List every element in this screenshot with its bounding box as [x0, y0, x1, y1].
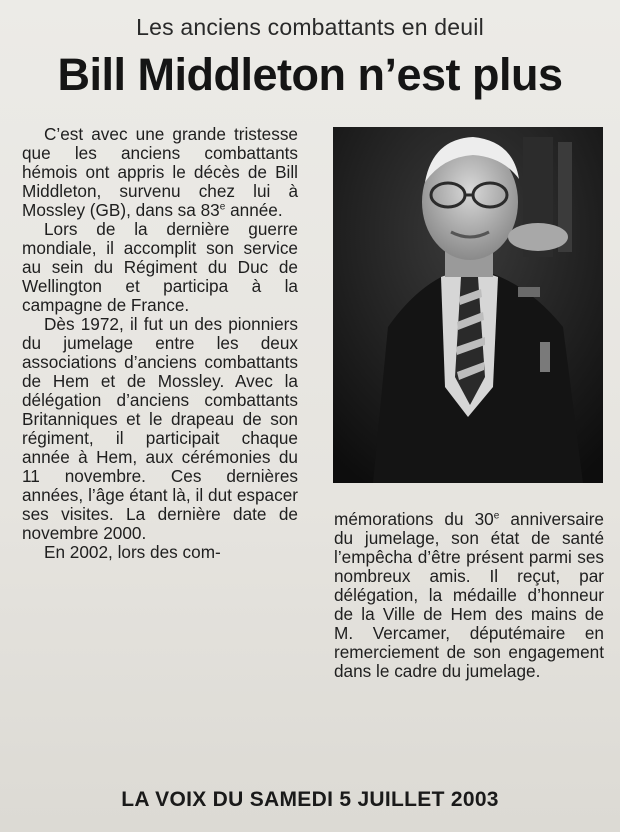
portrait-photo — [333, 127, 603, 483]
article-kicker: Les anciens combattants en deuil — [136, 14, 484, 40]
article-paragraph: C’est avec une grande tristesse que les anciens combattants hémois ont appris le décès de Bill Middleton, survenu chez lui à Mossley (GB), dans sa 83e année. — [22, 124, 298, 220]
article-paragraph: mémorations du 30e anniversaire du jumelage, son état de santé l’empêcha d’être présent parmi ses nombreux amis. Il reçut, par délégation, la médaille d’honneur de la Ville de Hem des mains de M. Vercamer, députémaire en remerciement de son engagement dans le cadre du jumelage. — [334, 509, 604, 681]
portrait-illustration — [333, 127, 603, 483]
article-column-left — [22, 125, 298, 562]
newspaper-source-date: LA VOIX DU SAMEDI 5 JUILLET 2003 — [121, 788, 499, 811]
article-column-right — [334, 510, 604, 681]
article-paragraph: Lors de la dernière guerre mondiale, il accomplit son service au sein du Régiment du Duc de Wellington et participa à la campagne de France. — [22, 219, 298, 315]
article-headline: Bill Middleton n’est plus — [57, 49, 563, 100]
article-paragraph: En 2002, lors des com- — [44, 542, 221, 562]
article-paragraph: Dès 1972, il fut un des pionniers du jumelage entre les deux associations d’anciens combattants de Hem et de Mossley. Avec la délégation d’anciens combattants Britanniques et le drapeau de son régiment, il participait chaque année à Hem, aux cérémonies du 11 novembre. Ces dernières années, l’âge étant là, il dut espacer ses visites. La dernière date de novembre 2000. — [22, 314, 298, 543]
